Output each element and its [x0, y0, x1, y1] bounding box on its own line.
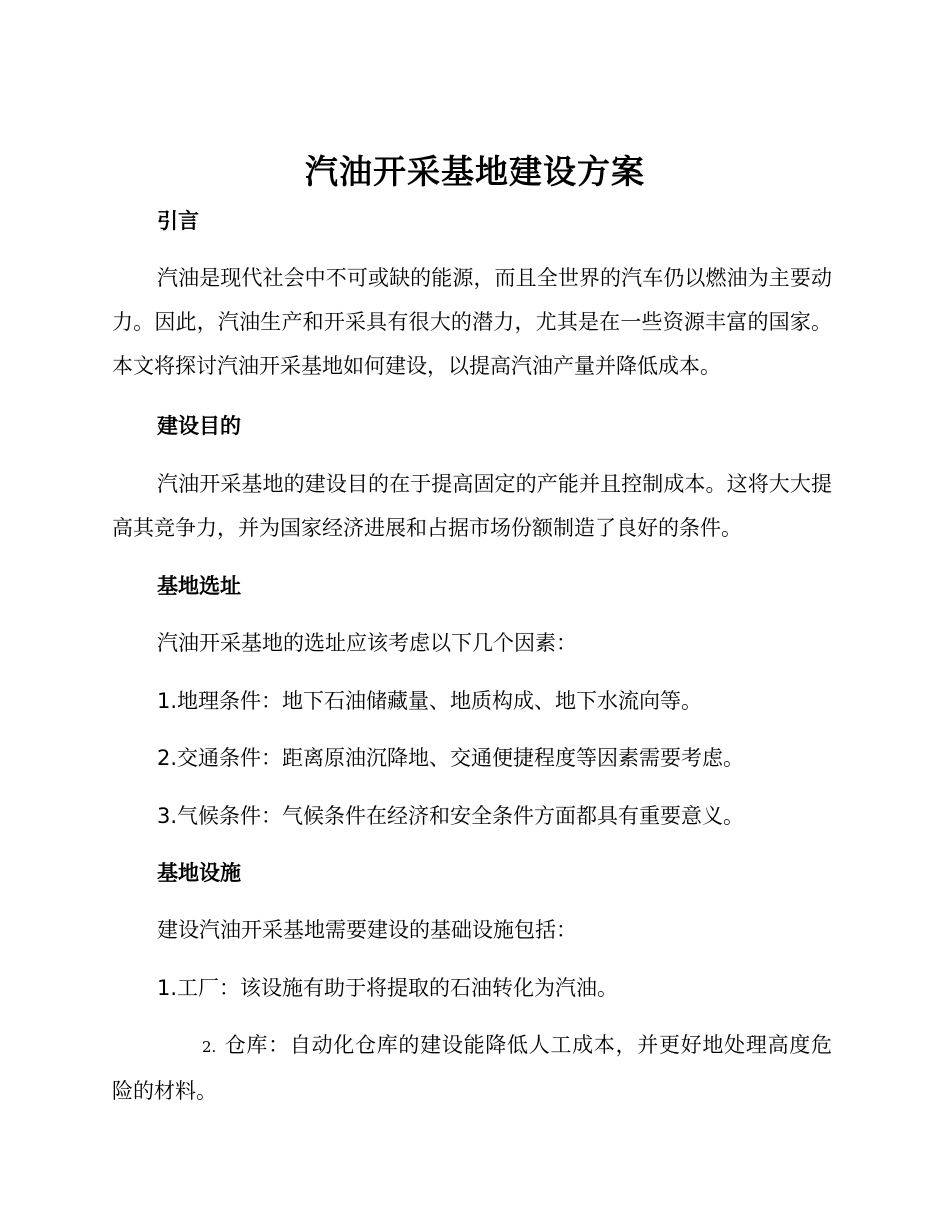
site-lead: 汽油开采基地的选址应该考虑以下几个因素： — [157, 631, 577, 655]
section-heading-facilities: 基地设施 — [157, 861, 241, 885]
list-item: 1.工厂：该设施有助于将提取的石油转化为汽油。 — [157, 976, 619, 1000]
section-heading-site: 基地选址 — [157, 574, 241, 598]
intro-paragraph: 汽油是现代社会中不可或缺的能源，而且全世界的汽车仍以燃油为主要动力。因此，汽油生产和开采具有很大的潜力，尤其是在一些资源丰富的国家。本文将探讨汽油开采基地如何建设，以提高汽油产量并降低成本。 — [112, 266, 832, 378]
list-item-number: 2. — [202, 1038, 217, 1056]
list-item-text: 仓库：自动化仓库的建设能降低人工成本，并更好地处理高度危险的材料。 — [112, 1033, 832, 1103]
list-item: 1.地理条件：地下石油储藏量、地质构成、地下水流向等。 — [157, 689, 703, 713]
document-title: 汽油开采基地建设方案 — [305, 152, 645, 191]
facilities-lead: 建设汽油开采基地需要建设的基础设施包括： — [157, 918, 577, 942]
section-heading-purpose: 建设目的 — [157, 414, 241, 438]
list-item: 2.交通条件：距离原油沉降地、交通便捷程度等因素需要考虑。 — [157, 746, 745, 770]
list-item: 3.气候条件：气候条件在经济和安全条件方面都具有重要意义。 — [157, 804, 745, 828]
section-heading-intro: 引言 — [157, 209, 199, 233]
purpose-paragraph: 汽油开采基地的建设目的在于提高固定的产能并且控制成本。这将大大提高其竞争力，并为国家经济进展和占据市场份额制造了良好的条件。 — [112, 472, 832, 540]
facilities-item-2 — [112, 1023, 832, 1113]
